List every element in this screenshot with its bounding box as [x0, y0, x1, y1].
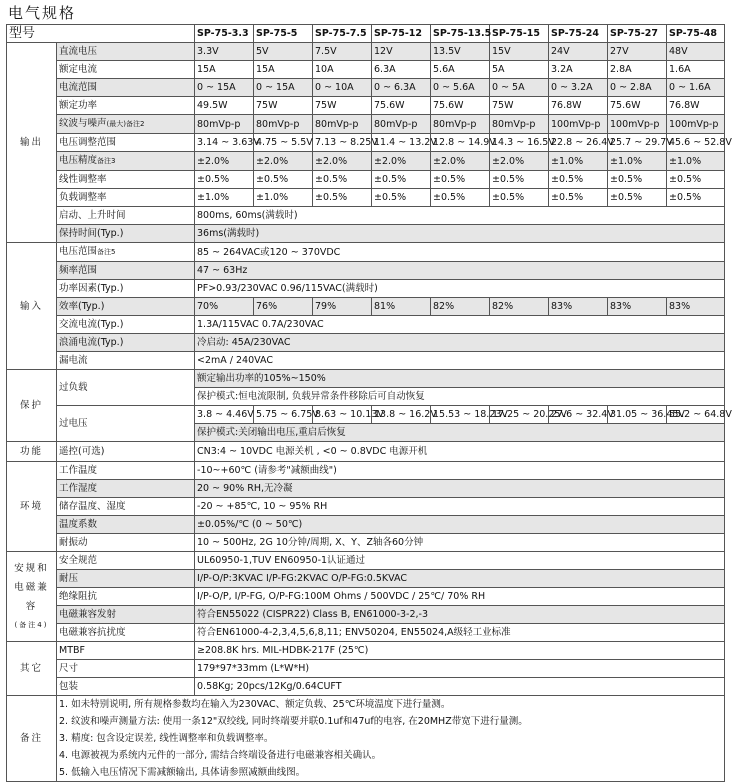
spec-value: 75.6W — [372, 97, 431, 115]
spec-value: 80mVp-p — [313, 115, 372, 134]
table-row — [7, 316, 725, 334]
spec-value: ±2.0% — [431, 152, 490, 171]
row-label — [57, 97, 195, 115]
spec-value: ±1.0% — [667, 152, 725, 171]
row-label-text: 电压调整范围 — [59, 137, 117, 148]
spec-value: 0 ~ 3.2A — [549, 79, 608, 97]
row-label — [57, 61, 195, 79]
spec-value: ±2.0% — [490, 152, 549, 171]
table-row — [7, 442, 725, 462]
spec-value: CN3:4 ~ 10VDC 电源关机 , <0 ~ 0.8VDC 电源开机 — [195, 442, 725, 462]
remark-line: 1. 如未特别说明, 所有规格参数均在输入为230VAC、额定负载、25℃环境温度下进行量测。 — [59, 699, 451, 710]
remarks-text — [57, 696, 725, 782]
spec-value: I/P-O/P:3KVAC I/P-FG:2KVAC O/P-FG:0.5KVAC — [195, 570, 725, 588]
row-label — [57, 660, 195, 678]
spec-value: 7.13 ~ 8.25V — [313, 134, 372, 152]
row-label-text: 效率(Typ.) — [59, 301, 105, 312]
table-row — [7, 534, 725, 552]
spec-value: ±0.5% — [313, 171, 372, 189]
spec-value: ±0.5% — [549, 189, 608, 207]
row-label — [57, 352, 195, 370]
spec-value: ±0.5% — [254, 171, 313, 189]
row-label — [57, 624, 195, 642]
table-row — [7, 43, 725, 61]
spec-value: 75W — [490, 97, 549, 115]
spec-value: 27.6 ~ 32.4V — [549, 406, 608, 424]
model-name: SP-75-3.3 — [195, 25, 254, 43]
spec-value: 符合EN55022 (CISPR22) Class B, EN61000-3-2,-3 — [195, 606, 725, 624]
model-header-label: 型号 — [7, 25, 195, 43]
spec-value: 80mVp-p — [372, 115, 431, 134]
row-label — [57, 498, 195, 516]
section-input: 输入 — [7, 243, 57, 370]
spec-value: 0 ~ 6.3A — [372, 79, 431, 97]
spec-value: 15A — [254, 61, 313, 79]
spec-value: 75.6W — [431, 97, 490, 115]
spec-value: ±0.05%/℃ (0 ~ 50℃) — [195, 516, 725, 534]
spec-value: 13.5V — [431, 43, 490, 61]
spec-value: 70% — [195, 298, 254, 316]
spec-value: 符合EN61000-4-2,3,4,5,6,8,11; ENV50204, EN55024,A级轻工业标准 — [195, 624, 725, 642]
spec-value: 55.2 ~ 64.8V — [667, 406, 725, 424]
model-name: SP-75-13.5 — [431, 25, 490, 43]
spec-value: 179*97*33mm (L*W*H) — [195, 660, 725, 678]
table-row — [7, 480, 725, 498]
spec-value: ±1.0% — [608, 152, 667, 171]
row-label-text: 储存温度、湿度 — [59, 501, 126, 512]
spec-value: 27V — [608, 43, 667, 61]
row-label-text: 负载调整率 — [59, 192, 107, 203]
row-label-text: 工作温度 — [59, 465, 98, 476]
row-label — [57, 79, 195, 97]
spec-value: 82% — [431, 298, 490, 316]
spec-value: 0 ~ 15A — [195, 79, 254, 97]
spec-value: ±0.5% — [372, 189, 431, 207]
spec-value: 6.3A — [372, 61, 431, 79]
spec-value: 5A — [490, 61, 549, 79]
row-label — [57, 534, 195, 552]
spec-value: 3.8 ~ 4.46V — [195, 406, 254, 424]
section-others: 其它 — [7, 642, 57, 696]
section-note: (备注4) — [14, 620, 49, 629]
spec-value: ±0.5% — [431, 189, 490, 207]
spec-value: 3.2A — [549, 61, 608, 79]
spec-value: 13.8 ~ 16.2V — [372, 406, 431, 424]
spec-value: ±0.5% — [667, 171, 725, 189]
table-row — [7, 570, 725, 588]
spec-value: 10A — [313, 61, 372, 79]
row-label — [57, 298, 195, 316]
spec-value: 17.25 ~ 20.25V — [490, 406, 549, 424]
row-label-text: 直流电压 — [59, 46, 98, 57]
spec-value: ±2.0% — [254, 152, 313, 171]
spec-value: ±1.0% — [195, 189, 254, 207]
spec-value: 100mVp-p — [549, 115, 608, 134]
spec-value: 额定输出功率的105%~150% — [195, 370, 725, 388]
row-label — [57, 225, 195, 243]
spec-value: 81% — [372, 298, 431, 316]
row-label — [57, 588, 195, 606]
row-label-text: 启动、上升时间 — [59, 210, 126, 221]
row-label — [57, 462, 195, 480]
row-label-text: 浪涌电流(Typ.) — [59, 337, 124, 348]
row-label-text: 纹波与噪声 — [59, 118, 107, 129]
table-row — [7, 115, 725, 134]
spec-value: 76.8W — [667, 97, 725, 115]
spec-table — [6, 24, 732, 782]
row-label — [57, 134, 195, 152]
spec-value: 0 ~ 1.6A — [667, 79, 725, 97]
spec-value: ±0.5% — [372, 171, 431, 189]
spec-value: 保护模式:恒电流限制, 负载异常条件移除后可自动恢复 — [195, 388, 725, 406]
remark-line: 4. 电源被视为系统内元件的一部分, 需结合终端设备进行电磁兼容相关确认。 — [59, 750, 382, 761]
spec-value: ≥208.8K hrs. MIL-HDBK-217F (25℃) — [195, 642, 725, 660]
model-name: SP-75-15 — [490, 25, 549, 43]
row-label — [57, 570, 195, 588]
row-label-text: 保持时间(Typ.) — [59, 228, 124, 239]
table-row — [7, 642, 725, 660]
remark-line: 3. 精度: 包含设定误差, 线性调整率和负载调整率。 — [59, 733, 274, 744]
model-name: SP-75-24 — [549, 25, 608, 43]
row-label — [57, 243, 195, 262]
table-row — [7, 25, 725, 43]
spec-value: 75.6W — [608, 97, 667, 115]
spec-value: ±0.5% — [431, 171, 490, 189]
row-label-text: 绝缘阻抗 — [59, 591, 98, 602]
spec-value: 1.3A/115VAC 0.7A/230VAC — [195, 316, 725, 334]
spec-value: ±0.5% — [490, 171, 549, 189]
row-label-text: 过负载 — [59, 382, 88, 393]
row-label-text: 安全规范 — [59, 555, 98, 566]
model-name: SP-75-5 — [254, 25, 313, 43]
spec-value: 80mVp-p — [254, 115, 313, 134]
spec-value: 5.75 ~ 6.75V — [254, 406, 313, 424]
spec-value: 2.8A — [608, 61, 667, 79]
spec-value: ±2.0% — [195, 152, 254, 171]
spec-value: -10~+60℃ (请参考"减额曲线") — [195, 462, 725, 480]
row-label — [57, 516, 195, 534]
spec-value: 75W — [313, 97, 372, 115]
row-label-text: 电压精度 — [59, 155, 98, 166]
spec-value: ±0.5% — [313, 189, 372, 207]
spec-value: 11.4 ~ 13.2V — [372, 134, 431, 152]
spec-value: 12V — [372, 43, 431, 61]
spec-value: 0 ~ 15A — [254, 79, 313, 97]
spec-value: 冷启动: 45A/230VAC — [195, 334, 725, 352]
spec-value: 36ms(满载时) — [195, 225, 725, 243]
spec-value: ±0.5% — [608, 189, 667, 207]
table-row — [7, 406, 725, 424]
row-label — [57, 406, 195, 442]
spec-value: 25.7 ~ 29.7V — [608, 134, 667, 152]
spec-value: I/P-O/P, I/P-FG, O/P-FG:100M Ohms / 500VDC / 25℃/ 70% RH — [195, 588, 725, 606]
table-row — [7, 552, 725, 570]
remark-line: 2. 纹波和噪声测量方法: 使用一条12"双绞线, 同时终端要并联0.1uf和47uf的电容, 在20MHZ带宽下进行量测。 — [59, 716, 528, 727]
table-row — [7, 696, 725, 782]
spec-value: ±2.0% — [313, 152, 372, 171]
table-row — [7, 624, 725, 642]
table-row — [7, 243, 725, 262]
spec-value: 82% — [490, 298, 549, 316]
row-label — [57, 207, 195, 225]
spec-value: 1.6A — [667, 61, 725, 79]
spec-value: 4.75 ~ 5.5V — [254, 134, 313, 152]
spec-value: 5V — [254, 43, 313, 61]
section-environment: 环境 — [7, 462, 57, 552]
row-label — [57, 642, 195, 660]
table-row — [7, 207, 725, 225]
spec-value: 48V — [667, 43, 725, 61]
row-label — [57, 316, 195, 334]
spec-value: 80mVp-p — [431, 115, 490, 134]
spec-value: 保护模式:关闭输出电压,重启后恢复 — [195, 424, 725, 442]
spec-value: 14.3 ~ 16.5V — [490, 134, 549, 152]
spec-value: 45.6 ~ 52.8V — [667, 134, 725, 152]
row-label-text: 功率因素(Typ.) — [59, 283, 124, 294]
row-label-text: 交流电流(Typ.) — [59, 319, 124, 330]
table-row — [7, 678, 725, 696]
remark-line: 5. 低输入电压情况下需减额输出, 具体请参照减额曲线图。 — [59, 767, 306, 778]
spec-value: 0 ~ 5A — [490, 79, 549, 97]
spec-value: 83% — [667, 298, 725, 316]
row-label-text: 包装 — [59, 681, 79, 692]
table-row — [7, 498, 725, 516]
footnote-ref: 备注3 — [97, 157, 116, 165]
table-row — [7, 61, 725, 79]
spec-value: 5.6A — [431, 61, 490, 79]
row-label-text: 电磁兼容抗扰度 — [59, 627, 126, 638]
table-row — [7, 370, 725, 388]
spec-value: 15.53 ~ 18.23V — [431, 406, 490, 424]
row-label — [57, 442, 195, 462]
row-label-text: 过电压 — [59, 418, 88, 429]
table-row — [7, 262, 725, 280]
spec-value: 15A — [195, 61, 254, 79]
spec-value: 10 ~ 500Hz, 2G 10分钟/周期, X、Y、Z轴各60分钟 — [195, 534, 725, 552]
spec-value: ±0.5% — [490, 189, 549, 207]
spec-value: 49.5W — [195, 97, 254, 115]
spec-value: 47 ~ 63Hz — [195, 262, 725, 280]
spec-value: 0 ~ 10A — [313, 79, 372, 97]
spec-value: 85 ~ 264VAC或120 ~ 370VDC — [195, 243, 725, 262]
spec-value: ±0.5% — [549, 171, 608, 189]
page-title: 电气规格 — [8, 4, 77, 22]
row-label — [57, 43, 195, 61]
spec-value: 0 ~ 5.6A — [431, 79, 490, 97]
model-name: SP-75-12 — [372, 25, 431, 43]
spec-value: -20 ~ +85℃, 10 ~ 95% RH — [195, 498, 725, 516]
row-label-text: 尺寸 — [59, 663, 79, 674]
spec-value: ±0.5% — [667, 189, 725, 207]
spec-value: 75W — [254, 97, 313, 115]
spec-value: 800ms, 60ms(满载时) — [195, 207, 725, 225]
row-label — [57, 678, 195, 696]
row-label-text: MTBF — [59, 645, 85, 656]
spec-value: ±2.0% — [372, 152, 431, 171]
row-label — [57, 370, 195, 406]
section-output: 输出 — [7, 43, 57, 243]
spec-value: PF>0.93/230VAC 0.96/115VAC(满载时) — [195, 280, 725, 298]
table-row — [7, 298, 725, 316]
row-label — [57, 115, 195, 134]
table-row — [7, 134, 725, 152]
row-label — [57, 280, 195, 298]
row-label-text: 线性调整率 — [59, 174, 107, 185]
table-row — [7, 334, 725, 352]
model-name: SP-75-48 — [667, 25, 725, 43]
row-label-text: 电磁兼容发射 — [59, 609, 117, 620]
row-label — [57, 171, 195, 189]
section-function: 功能 — [7, 442, 57, 462]
spec-value: ±0.5% — [608, 171, 667, 189]
spec-value: 3.3V — [195, 43, 254, 61]
row-label-text: 额定电流 — [59, 64, 98, 75]
spec-value: 76.8W — [549, 97, 608, 115]
footnote-ref: 备注5 — [97, 248, 116, 256]
row-label — [57, 152, 195, 171]
row-label-text: 频率范围 — [59, 265, 98, 276]
table-row — [7, 280, 725, 298]
spec-value: 83% — [549, 298, 608, 316]
table-row — [7, 152, 725, 171]
row-label — [57, 334, 195, 352]
spec-value: 79% — [313, 298, 372, 316]
spec-value: <2mA / 240VAC — [195, 352, 725, 370]
table-row — [7, 352, 725, 370]
spec-value: 15V — [490, 43, 549, 61]
row-label — [57, 262, 195, 280]
row-label — [57, 189, 195, 207]
table-row — [7, 225, 725, 243]
spec-value: 8.63 ~ 10.13V — [313, 406, 372, 424]
table-row — [7, 606, 725, 624]
spec-value: 20 ~ 90% RH,无冷凝 — [195, 480, 725, 498]
spec-value: 80mVp-p — [195, 115, 254, 134]
section-remarks: 备注 — [7, 696, 57, 782]
table-row — [7, 588, 725, 606]
model-name: SP-75-7.5 — [313, 25, 372, 43]
table-row — [7, 660, 725, 678]
row-label-text: 工作湿度 — [59, 483, 98, 494]
table-row — [7, 516, 725, 534]
table-row — [7, 189, 725, 207]
row-label — [57, 552, 195, 570]
spec-value: 24V — [549, 43, 608, 61]
table-row — [7, 79, 725, 97]
section-title: 安规和电磁兼容 — [14, 562, 49, 612]
spec-value: 31.05 ~ 36.45V — [608, 406, 667, 424]
spec-value: UL60950-1,TUV EN60950-1认证通过 — [195, 552, 725, 570]
row-label — [57, 480, 195, 498]
row-label-text: 耐振动 — [59, 537, 88, 548]
spec-value: 100mVp-p — [667, 115, 725, 134]
footnote-ref: (最大)备注2 — [106, 120, 145, 128]
spec-value: 0 ~ 2.8A — [608, 79, 667, 97]
spec-value: 22.8 ~ 26.4V — [549, 134, 608, 152]
spec-value: 12.8 ~ 14.9V — [431, 134, 490, 152]
row-label-text: 遥控(可选) — [59, 446, 105, 457]
model-name: SP-75-27 — [608, 25, 667, 43]
section-safety — [7, 552, 57, 642]
spec-value: ±1.0% — [549, 152, 608, 171]
spec-value: 80mVp-p — [490, 115, 549, 134]
table-row — [7, 462, 725, 480]
section-protection: 保护 — [7, 370, 57, 442]
spec-value: 76% — [254, 298, 313, 316]
row-label-text: 电流范围 — [59, 82, 98, 93]
spec-value: ±1.0% — [254, 189, 313, 207]
spec-value: 0.58Kg; 20pcs/12Kg/0.64CUFT — [195, 678, 725, 696]
row-label-text: 漏电流 — [59, 355, 88, 366]
row-label — [57, 606, 195, 624]
table-row — [7, 97, 725, 115]
table-row — [7, 171, 725, 189]
row-label-text: 额定功率 — [59, 100, 98, 111]
spec-value: 3.14 ~ 3.63V — [195, 134, 254, 152]
spec-value: 7.5V — [313, 43, 372, 61]
row-label-text: 电压范围 — [59, 246, 98, 257]
row-label-text: 温度系数 — [59, 519, 98, 530]
spec-value: ±0.5% — [195, 171, 254, 189]
spec-value: 100mVp-p — [608, 115, 667, 134]
row-label-text: 耐压 — [59, 573, 79, 584]
spec-value: 83% — [608, 298, 667, 316]
